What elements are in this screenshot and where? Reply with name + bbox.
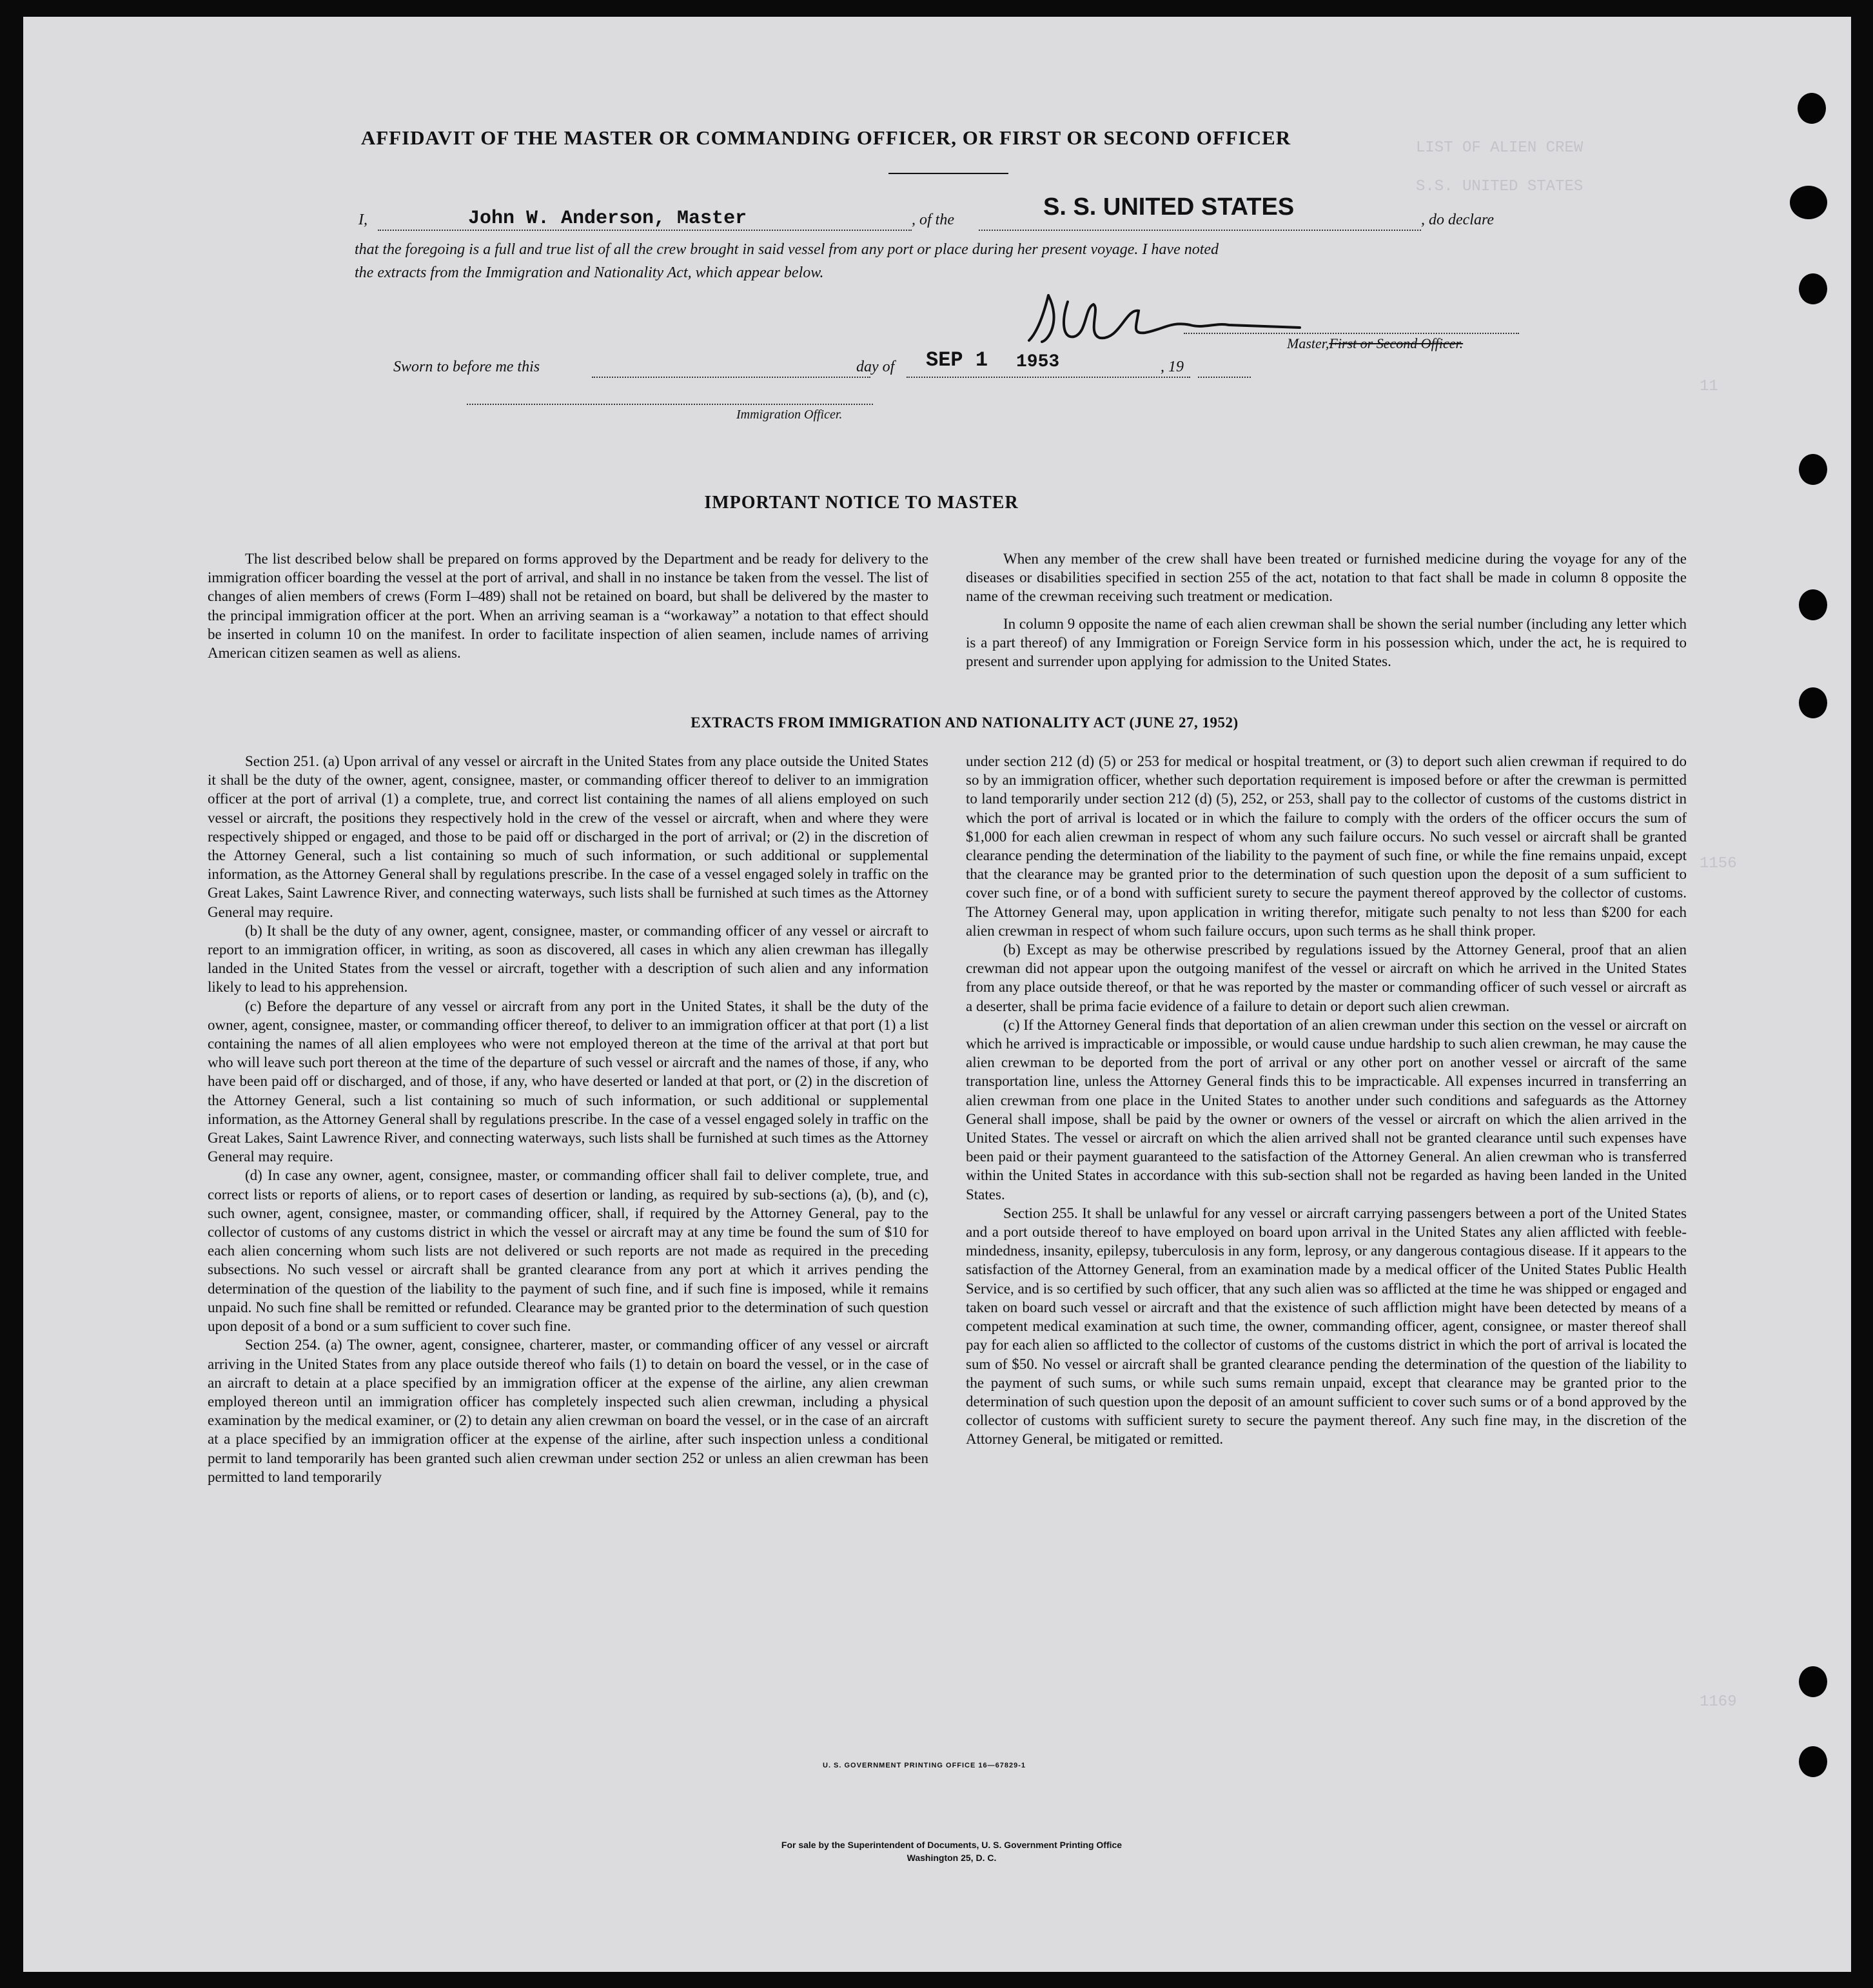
declaration-text: the extracts from the Immigration and Nationality Act, which appear below. <box>355 264 824 281</box>
extracts-heading: EXTRACTS FROM IMMIGRATION AND NATIONALITY ACT (JUNE 27, 1952) <box>691 714 1239 731</box>
year-line <box>1198 377 1251 378</box>
notice-heading: IMPORTANT NOTICE TO MASTER <box>704 493 1019 513</box>
name-field-line <box>378 230 912 231</box>
declaration-text: that the foregoing is a full and true list of all the crew brought in said vessel from any port or place during her present voyage. I have noted <box>355 241 1219 258</box>
extract-paragraph: Section 251. (a) Upon arrival of any vessel or aircraft in the United States from any place outside the United States it shall be the duty of the owner, agent, consignee, master, or commanding officer thereof to deliver to an immigration officer at the port of arrival (1) a complete, true, and correct list containing the names of all aliens employed on such vessel or aircraft, the positions they respectively hold in the crew of the vessel or aircraft, when and where they were respectively shipped or engaged, and those to be paid off or discharged in the port of arrival; or (2) in the discretion of the Attorney General, such a list containing so much of such information, or such additional or supplemental information, as the Attorney General shall by regulations prescribe. In the case of a vessel engaged solely in traffic on the Great Lakes, Saint Lawrence River, and connecting waterways, such lists shall be furnished at such times as the Attorney General may require. <box>208 753 928 920</box>
extract-paragraph: under section 212 (d) (5) or 253 for medical or hospital treatment, or (3) to deport such alien crewman if required to do so by an immigration officer, whether such deportation requirement is imposed before or after the crewman is permitted to land temporarily under section 212 (d) (5), 252, or 253, shall pay to the collector of customs of the customs district in which the port of arrival is located or in which the failure to comply with the orders of the officer occurs the sum of $1,000 for each alien crewman in respect of whom any such failure occurs. No such vessel or aircraft shall be granted clearance pending the determination of the liability to the payment of such fine, or while the fine remains unpaid, except that the clearance may be granted prior to the determination of such question upon the deposit of a sum sufficient to cover such fine, or of a bond with sufficient surety to secure the payment thereof approved by the collector of customs. The Attorney General may, upon application in writing therefor, mitigate such penalty to not less than $200 for each alien crewman in respect of whom such failure occurs, upon such terms as he shall think proper. <box>966 753 1687 939</box>
signature-line <box>1184 333 1519 334</box>
affidavit-title: AFFIDAVIT OF THE MASTER OR COMMANDING OFFICER, OR FIRST OR SECOND OFFICER <box>360 126 1291 149</box>
bleed-through-text: S.S. UNITED STATES <box>1416 178 1584 195</box>
notice-right-paragraph: When any member of the crew shall have been treated or furnished medicine during the voyage for any of the diseases or disabilities specified in section 255 of the act, notation to that fact shall be made in column 8 opposite the name of the crewman receiving such treatment or medication. <box>966 551 1687 605</box>
year-stamp: 1953 <box>1016 352 1060 372</box>
punch-hole <box>1799 687 1827 718</box>
extract-paragraph: (b) Except as may be otherwise prescribed by regulations issued by the Attorney General, proof that an alien crewman did not appear upon the outgoing manifest of the vessel or aircraft on which he arrived in the United States from any place outside thereof, or that he was reported by the master or commanding officer of such vessel or aircraft as a deserter, shall be prima facie evidence of a failure to detain or deport such alien crewman. <box>966 941 1687 1014</box>
punch-hole <box>1798 93 1826 124</box>
affidavit-of-the: , of the <box>912 212 954 228</box>
day-of-text: day of <box>856 359 895 375</box>
extract-paragraph: (d) In case any owner, agent, consignee, master, or commanding officer shall fail to deliver complete, true, and correct lists or reports of aliens, or to report cases of desertion or landing, as required by sub-sections (a), (b), and (c), such owner, agent, consignee, master, or commanding officer, shall, if required by the Attorney General, pay to the collector of customs of any customs district in which the vessel or aircraft may at any time be found the sum of $10 for each alien concerning whom such lists are not delivered or such reports are not made as required in the preceding subsections. No such vessel or aircraft shall be granted clearance from any port at which it arrives pending the determination of the question of the liability to the payment of such fine, and if such fine is imposed, while it remains unpaid. No such fine shall be remitted or refunded. Clearance may be granted prior to the determination of such question upon deposit of a bond or a sum sufficient to cover such fine. <box>208 1167 928 1335</box>
punch-hole <box>1799 589 1827 620</box>
master-signature <box>1023 282 1306 353</box>
affidavit-i: I, <box>358 212 368 228</box>
extracts-left-column <box>208 752 928 1486</box>
extract-paragraph: Section 255. It shall be unlawful for any vessel or aircraft carrying passengers between a port of the United States and a port outside thereof to have employed on board upon arrival in the United States any alien afflicted with feeble-mindedness, insanity, epilepsy, tuberculosis in any form, leprosy, or any dangerous contagious disease. If it appears to the satisfaction of the Attorney General, from an examination made by a medical officer of the United States Public Health Service, and is so certified by such officer, that any such alien was so afflicted at the time he was shipped or engaged and taken on board such vessel or aircraft and that the existence of such affliction might have been detected by means of a competent medical examination at such time, the owner, commanding officer, agent, consignee, or master thereof shall pay for each alien so afflicted to the collector of customs of the customs district in which the port of arrival is located the sum of $50. No vessel or aircraft shall be granted clearance pending the determination of the question of the liability to the payment of such sums, or while such sums remain unpaid, except that clearance may be granted prior to the determination of such question upon the deposit of an amount sufficient to cover such sums or of a bond approved by the collector of customs with sufficient surety to secure the payment thereof. Any such fine may, in the discretion of the Attorney General, be mitigated or remitted. <box>966 1205 1687 1448</box>
sale-line: Washington 25, D. C. <box>907 1853 997 1863</box>
punch-hole <box>1799 1746 1827 1777</box>
extract-paragraph: Section 254. (a) The owner, agent, consignee, charterer, master, or commanding officer of any vessel or aircraft arriving in the United States from any place outside thereof who fails (1) to detain on board the vessel, or in the case of an aircraft to detain at a place specified by an immigration officer at the expense of the airline, any alien crewman employed thereon until an immigration officer has completely inspected such alien crewman, including a physical examination by the medical examiner, or (2) to detain any alien crewman on board the vessel, or in the case of an aircraft at a place specified by an immigration officer at the expense of the airline, after such inspection unless a conditional permit to land temporarily has been granted such alien crewman under section 252 or unless an alien crewman has been permitted to land temporarily <box>208 1337 928 1485</box>
sale-notice <box>475 1838 1429 1864</box>
sworn-day-line <box>592 377 870 378</box>
notice-right-column <box>966 549 1687 679</box>
sworn-text: Sworn to before me this <box>393 359 540 375</box>
bleed-through-text: 11 <box>1700 378 1718 395</box>
title-rule <box>888 173 1008 174</box>
document-page <box>23 17 1851 1972</box>
bleed-through-text: LIST OF ALIEN CREW <box>1416 139 1584 157</box>
punch-hole <box>1799 454 1827 485</box>
caption-struck-officer: First or Second Officer. <box>1329 335 1464 351</box>
printing-office-line: U. S. GOVERNMENT PRINTING OFFICE 16—67829-1 <box>823 1762 1026 1769</box>
caption-master: Master, <box>1287 335 1329 351</box>
extract-paragraph: (b) It shall be the duty of any owner, agent, consignee, master, or commanding officer of any vessel or aircraft to report to an immigration officer, in writing, as soon as discovered, all cases in which any alien crewman has illegally landed in the United States from the vessel or aircraft, together with a description of such alien and any information likely to lead to his apprehension. <box>208 922 928 996</box>
date-line <box>907 377 1190 378</box>
immigration-officer-line <box>467 404 873 405</box>
signature-caption <box>1287 335 1463 352</box>
notice-left-paragraph: The list described below shall be prepared on forms approved by the Department and be ready for delivery to the immigration officer boarding the vessel at the port of arrival, and shall in no instance be taken from the vessel. The list of changes of alien members of crews (Form I–489) shall not be retained on board, but shall be delivered by the master to the principal immigration officer at the port. When an arriving seaman is a “workaway” a notation to that effect should be inserted in column 10 on the manifest. In order to facilitate inspection of alien seamen, include names of arriving American citizen seamen as well as aliens. <box>208 551 928 662</box>
immigration-officer-caption: Immigration Officer. <box>736 408 843 422</box>
master-name: John W. Anderson, Master <box>468 208 747 230</box>
affidavit-do-declare: , do declare <box>1421 212 1495 228</box>
year-prefix: , 19 <box>1161 359 1184 375</box>
punch-hole <box>1799 273 1827 304</box>
extracts-right-column <box>966 752 1687 1449</box>
notice-right-paragraph: In column 9 opposite the name of each alien crewman shall be shown the serial number (including any letter which is a part thereof) of any Immigration or Foreign Service form in his possession which, under the act, he is required to present and surrender upon applying for admission to the United States. <box>966 615 1687 670</box>
date-stamp: SEP 1 <box>926 348 988 372</box>
punch-hole <box>1799 1666 1827 1697</box>
extract-paragraph: (c) If the Attorney General finds that deportation of an alien crewman under this section on the vessel or aircraft on which he arrived is impracticable or impossible, or would cause undue hardship to such alien crewman, he may cause the alien crewman to be deported from the port of arrival or any other port on another vessel or aircraft of the same transportation line, unless the Attorney General finds this to be impracticable. All expenses incurred in transferring an alien crewman from one place in the United States to another under such conditions and safeguards as the Attorney General shall impose, shall be paid by the owner or owners of the vessel or aircraft on which the alien arrived in the United States. The vessel or aircraft on which the alien arrived shall not be granted clearance until such expenses have been paid or their payment guaranteed to the satisfaction of the Attorney General. An alien crewman who is transferred within the United States in accordance with this sub-section shall not be regarded as having been landed in the United States. <box>966 1016 1687 1203</box>
vessel-field-line <box>979 230 1421 231</box>
sale-line: For sale by the Superintendent of Documents, U. S. Government Printing Office <box>781 1840 1123 1850</box>
extract-paragraph: (c) Before the departure of any vessel or aircraft from any port in the United States, it shall be the duty of the owner, agent, consignee, master, or commanding officer thereof, to deliver to an immigration officer at that port (1) a list containing the names of all alien employees who were not employed thereon at the time of the arrival at that port but who will leave such port thereon at the time of the departure of such vessel or aircraft and the names of those, if any, who have been paid off or discharged, and of those, if any, who have deserted or landed at that port, or (2) in the discretion of the Attorney General, such a list containing so much of such information, or such additional or supplemental information, as the Attorney General shall by regulations prescribe. In the case of a vessel engaged solely in traffic on the Great Lakes, Saint Lawrence River, and connecting waterways, such lists shall be furnished at such times as the Attorney General may require. <box>208 998 928 1165</box>
notice-left-column <box>208 549 928 671</box>
punch-hole <box>1790 186 1827 219</box>
vessel-name-stamp: S. S. UNITED STATES <box>1043 193 1295 221</box>
bleed-through-text: 1169 <box>1700 1693 1737 1711</box>
bleed-through-text: 1156 <box>1700 855 1737 872</box>
